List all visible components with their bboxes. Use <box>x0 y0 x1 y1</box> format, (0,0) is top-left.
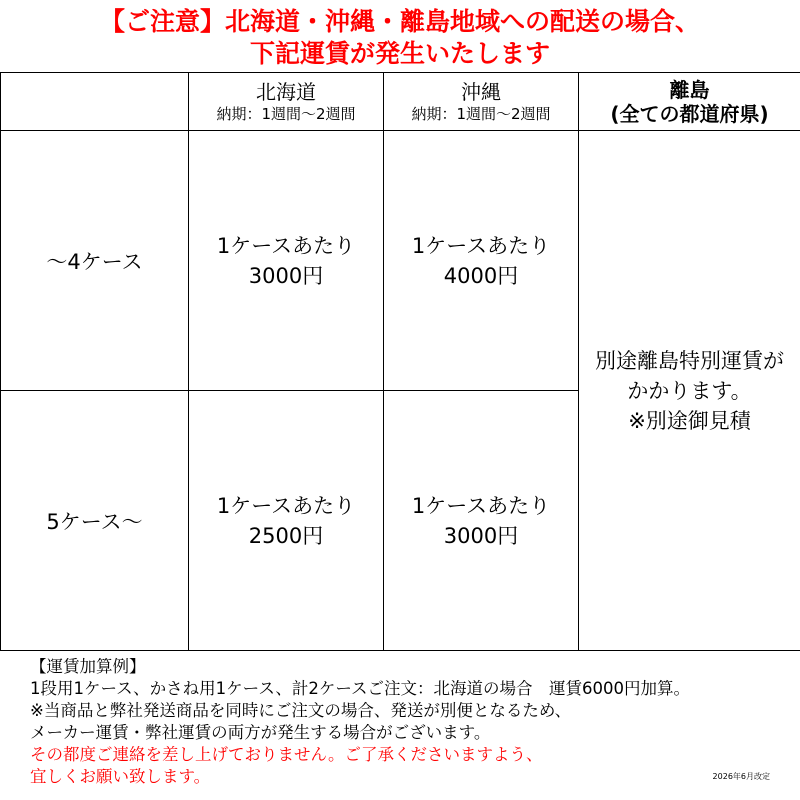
table-row <box>1 131 800 391</box>
rate-cell-okinawa <box>384 131 579 391</box>
column-name: 北海道 <box>256 79 316 104</box>
rate-unit: 1ケースあたり <box>411 493 551 518</box>
column-header-islands <box>579 73 800 131</box>
row-label: 〜4ケース <box>1 131 189 391</box>
column-name: 離島 <box>669 77 710 102</box>
notes-example: 1段用1ケース、かさね用1ケース、計2ケースご注文：北海道の場合 運賃6000円加算。 <box>30 679 690 698</box>
notes-line-1: ※当商品と弊社発送商品を同時にご注文の場合、発送が別便となるため、 <box>30 701 572 720</box>
island-note-line3: ※別途御見積 <box>628 408 751 433</box>
notes-section <box>30 656 790 788</box>
column-header-hokkaido <box>189 73 384 131</box>
island-note-line2: かかります。 <box>627 378 752 403</box>
rate-cell-islands <box>579 131 800 651</box>
shipping-rate-table <box>0 72 800 651</box>
island-note-line1: 別途離島特別運賃が <box>595 348 784 373</box>
revision-date: 2026年6月改定 <box>712 772 770 781</box>
notes-heading: 【運賃加算例】 <box>30 657 146 676</box>
notes-warning-2: 宜しくお願い致します。 <box>30 767 211 786</box>
rate-price: 3000円 <box>443 523 519 548</box>
column-name: 沖縄 <box>461 79 501 104</box>
corner-cell <box>1 73 189 131</box>
rate-price: 3000円 <box>248 263 324 288</box>
rate-unit: 1ケースあたり <box>216 233 356 258</box>
row-label: 5ケース〜 <box>1 391 189 651</box>
rate-unit: 1ケースあたり <box>216 493 356 518</box>
column-lead-time: 納期：1週間〜2週間 <box>216 104 356 123</box>
rate-cell-hokkaido <box>189 391 384 651</box>
rate-cell-hokkaido <box>189 131 384 391</box>
notice-title-line2: 下記運賃が発生いたします <box>249 39 550 68</box>
rate-unit: 1ケースあたり <box>411 233 551 258</box>
column-header-okinawa <box>384 73 579 131</box>
rate-price: 4000円 <box>443 263 519 288</box>
rate-cell-okinawa <box>384 391 579 651</box>
notice-title-line1: 【ご注意】北海道・沖縄・離島地域への配送の場合、 <box>99 7 700 36</box>
notes-line-2: メーカー運賃・弊社運賃の両方が発生する場合がございます。 <box>30 723 491 742</box>
column-scope: (全ての都道府県) <box>610 101 769 126</box>
column-lead-time: 納期：1週間〜2週間 <box>411 104 551 123</box>
rate-price: 2500円 <box>248 523 324 548</box>
table-header-row <box>1 73 800 131</box>
notes-warning-1: その都度ご連絡を差し上げておりません。ご了承くださいますよう、 <box>30 745 543 764</box>
